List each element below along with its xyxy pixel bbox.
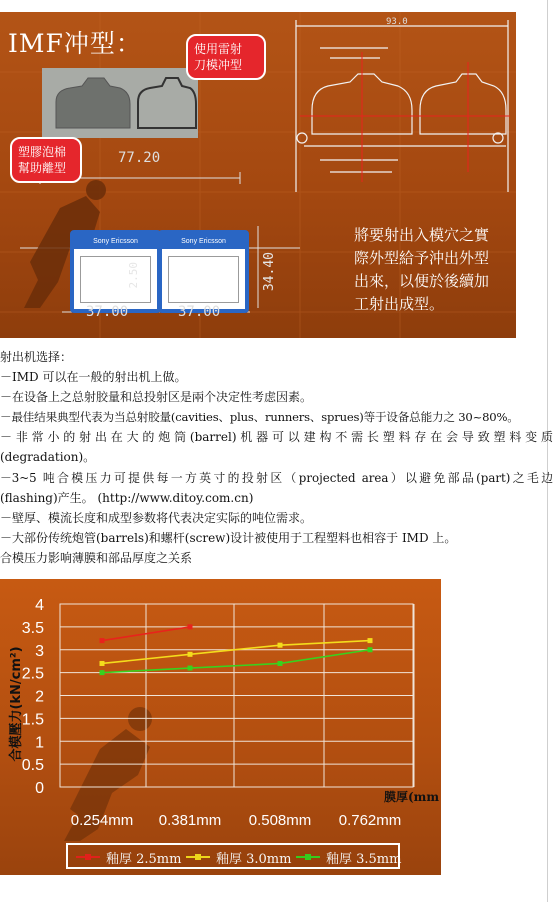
clamping-force-chart xyxy=(0,579,441,875)
series-point xyxy=(100,661,105,666)
series-point xyxy=(188,624,193,629)
series-point xyxy=(368,647,373,652)
x-tick-label: 0.762mm xyxy=(338,812,402,829)
dimension-width-top: 77.20 xyxy=(118,150,161,166)
text-line: －非常小的射出在大的炮筒(barrel)机器可以建构不需长塑料存在会导致塑料变质 xyxy=(0,430,553,445)
y-tick-label: 4 xyxy=(35,597,44,614)
text-line: －IMD 可以在一般的射出机上做。 xyxy=(0,370,187,385)
series-line xyxy=(102,641,370,664)
chart-legend-box xyxy=(66,843,400,869)
series-point xyxy=(188,652,193,657)
y-tick-label: 3 xyxy=(35,642,44,660)
y-tick-label: 2.5 xyxy=(21,665,44,683)
dimension-height: 34.40 xyxy=(262,252,277,292)
legend-label: 釉厚 2.5mm xyxy=(106,852,182,867)
imf-slide-image xyxy=(0,12,516,338)
series-point xyxy=(278,661,283,666)
slide-caption: 將要射出入模穴之實 際外型給予沖出外型 出來，以便於後續加 工射出成型。 xyxy=(354,226,490,313)
text-line: (flashing)产生。 (http://www.ditoy.com.cn) xyxy=(0,490,254,505)
series-point xyxy=(278,643,283,648)
part-photo xyxy=(42,68,198,138)
legend-label: 釉厚 3.5mm xyxy=(326,852,402,867)
injection-machine-text xyxy=(0,347,553,568)
x-tick-label: 0.254mm xyxy=(70,812,134,829)
phone-brand-label-left: Sony Ericsson xyxy=(74,234,157,249)
x-axis-label: 膜厚(mm xyxy=(384,790,440,804)
text-line: －壁厚、模流长度和成型参数将代表决定实际的吨位需求。 xyxy=(0,510,313,525)
y-axis-label: 合模壓力(kN/cm²) xyxy=(9,646,24,762)
y-tick-label: 0 xyxy=(35,780,44,797)
series-line xyxy=(102,650,370,673)
series-point xyxy=(100,670,105,675)
chart-svg xyxy=(0,579,441,875)
y-tick-label: 0.5 xyxy=(21,757,44,775)
dimension-right: 37.00 xyxy=(178,304,221,320)
phone-screen-left xyxy=(80,256,151,303)
phone-screen-right xyxy=(168,256,239,303)
phone-film-right xyxy=(158,230,249,313)
text-line: －3~5 吨合模压力可提供每一方英寸的投射区（projected area）以避免部品(part)之毛边 xyxy=(0,470,553,485)
text-line: (degradation)。 xyxy=(0,450,96,465)
slide-title: IMF冲型： xyxy=(8,29,142,58)
x-tick-label: 0.381mm xyxy=(158,812,222,829)
y-tick-label: 1 xyxy=(35,734,44,752)
cut-parts-image xyxy=(42,68,198,138)
y-tick-label: 1.5 xyxy=(21,711,44,729)
phone-film-left xyxy=(70,230,161,313)
chart-caption: 合模压力影响薄膜和部品厚度之关系 xyxy=(0,550,193,565)
section-heading: 射出机选择： xyxy=(0,350,73,364)
foam-release-bubble: 塑膠泡棉 幫助離型 xyxy=(10,137,82,183)
series-point xyxy=(100,638,105,643)
x-tick-label: 0.508mm xyxy=(248,812,312,829)
series-point xyxy=(188,666,193,671)
series-point xyxy=(368,638,373,643)
laser-die-cut-bubble: 使用雷射 刀模冲型 xyxy=(186,34,266,80)
text-line: －在设备上之总射胶量和总投射区是兩个决定性考虑因素。 xyxy=(0,390,313,405)
phone-brand-label-right: Sony Ericsson xyxy=(162,234,245,249)
text-line: －大部份传统炮管(barrels)和螺杆(screw)设计被使用于工程塑料也相容于 IMD 上。 xyxy=(0,530,457,545)
y-tick-label: 3.5 xyxy=(21,619,44,637)
dimension-overall: 93.0 xyxy=(386,17,408,27)
dimension-left: 37.00 xyxy=(86,304,129,320)
y-tick-label: 2 xyxy=(35,688,44,706)
text-line: －最佳结果典型代表为当总射胶量(cavities、plus、runners、sprues)等于设备总能力之 30~80%。 xyxy=(0,410,519,425)
runner-head xyxy=(128,707,152,731)
dimension-inner: 2.50 xyxy=(127,262,140,289)
legend-label: 釉厚 3.0mm xyxy=(216,852,292,867)
